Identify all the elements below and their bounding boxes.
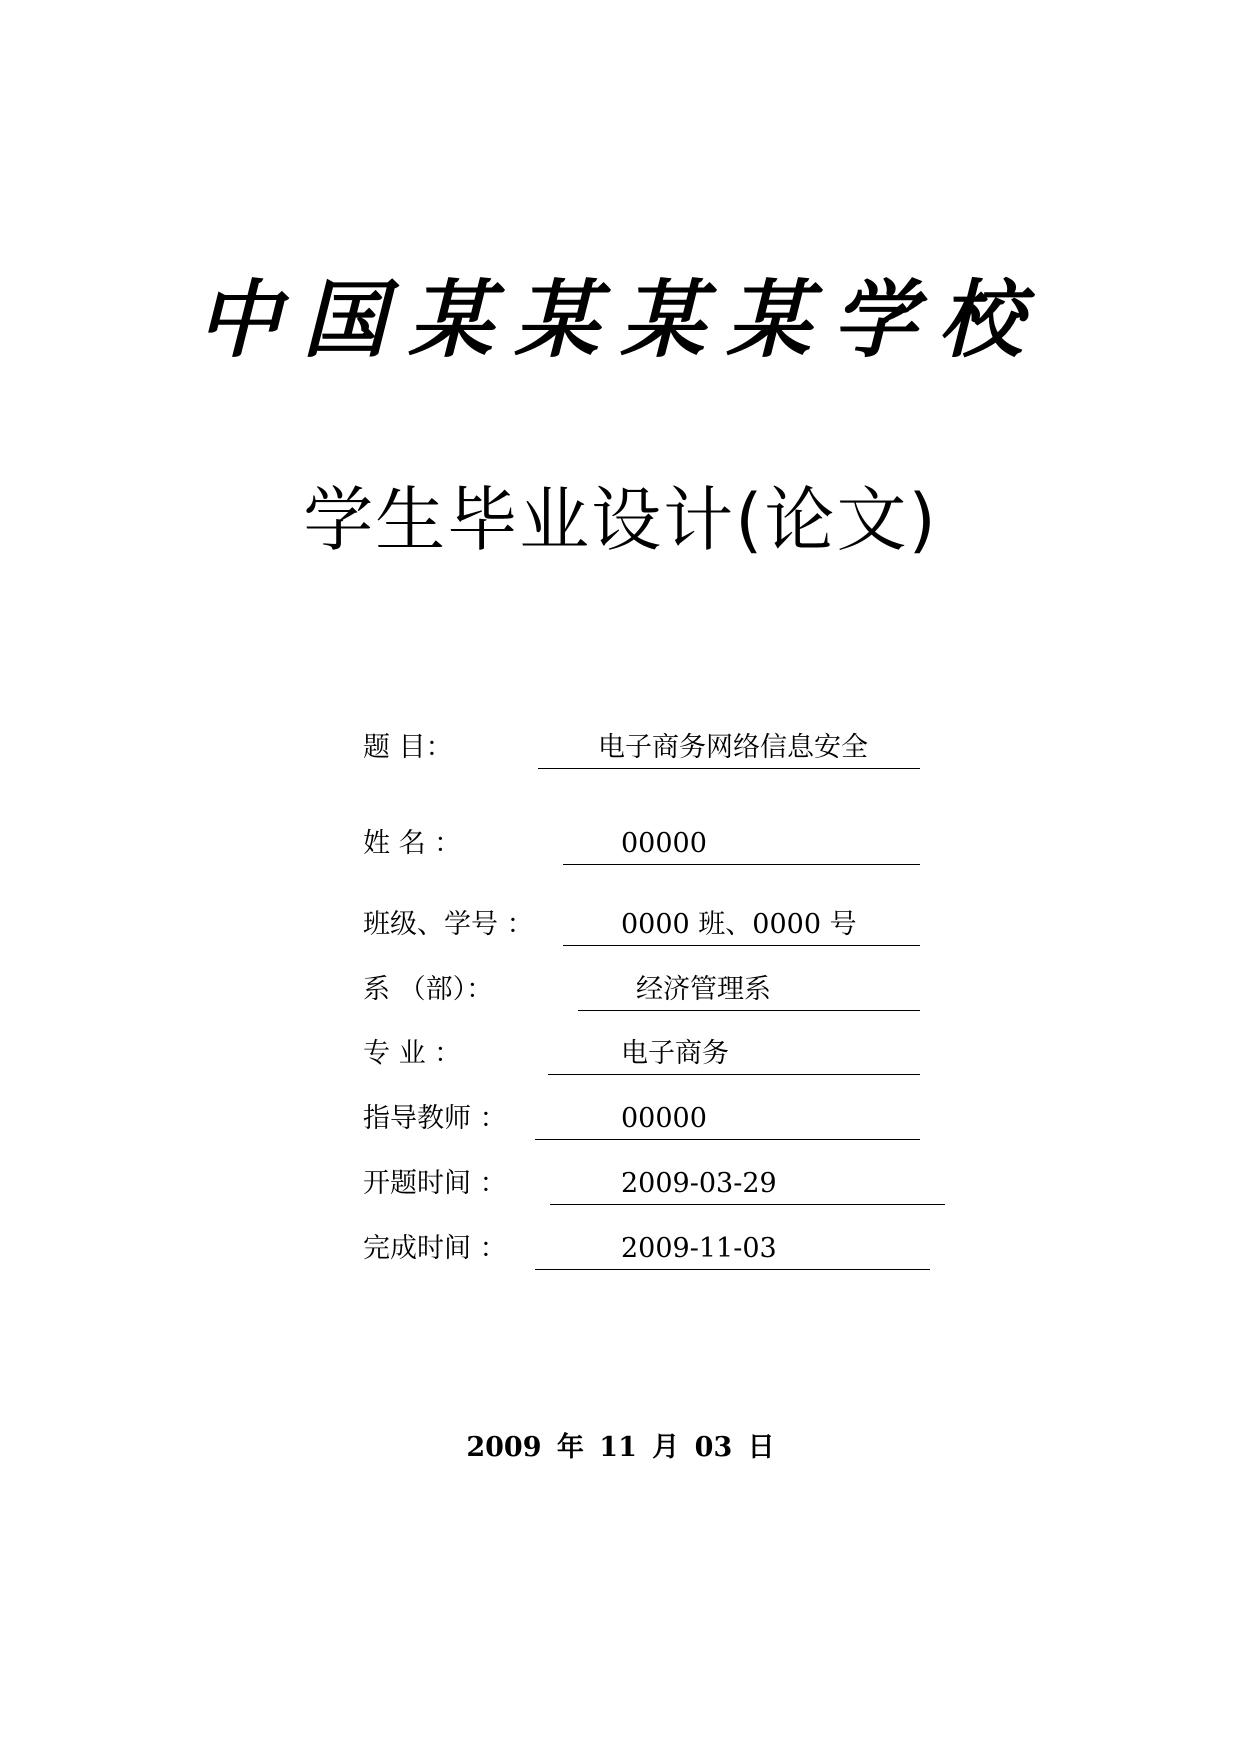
field-value: 经济管理系 <box>636 974 771 1005</box>
field-label: 开题时间 ： <box>363 1168 507 1199</box>
field-underline <box>563 905 920 946</box>
field-label: 系 （部）： <box>363 974 494 1005</box>
field-underline <box>548 1034 920 1075</box>
field-value: 2009-11-03 <box>621 1233 777 1264</box>
field-value: 2009-03-29 <box>621 1168 777 1199</box>
field-value: 00000 <box>621 828 707 859</box>
field-value: 0000 班、0000 号 <box>621 909 857 940</box>
field-label: 指导教师 ： <box>363 1103 507 1134</box>
document-title: 学生毕业设计(论文) <box>303 479 938 561</box>
field-underline <box>535 1099 920 1140</box>
field-label: 题 目： <box>363 732 453 763</box>
school-name: 中国某某某某学校 <box>196 270 1045 369</box>
field-label: 姓 名 ： <box>363 828 462 859</box>
field-underline <box>535 1229 930 1270</box>
field-label: 完成时间 ： <box>363 1233 507 1264</box>
field-value: 电子商务 <box>621 1038 729 1069</box>
completion-date: 2009 年 11 月 03 日 <box>466 1432 775 1463</box>
field-label: 班级、学号 ： <box>363 909 534 940</box>
field-label: 专 业 ： <box>363 1038 462 1069</box>
field-underline <box>550 1164 945 1205</box>
field-underline <box>563 824 920 865</box>
field-underline <box>578 970 920 1011</box>
field-value: 00000 <box>621 1103 707 1134</box>
field-value: 电子商务网络信息安全 <box>598 732 868 763</box>
field-underline <box>538 728 920 769</box>
